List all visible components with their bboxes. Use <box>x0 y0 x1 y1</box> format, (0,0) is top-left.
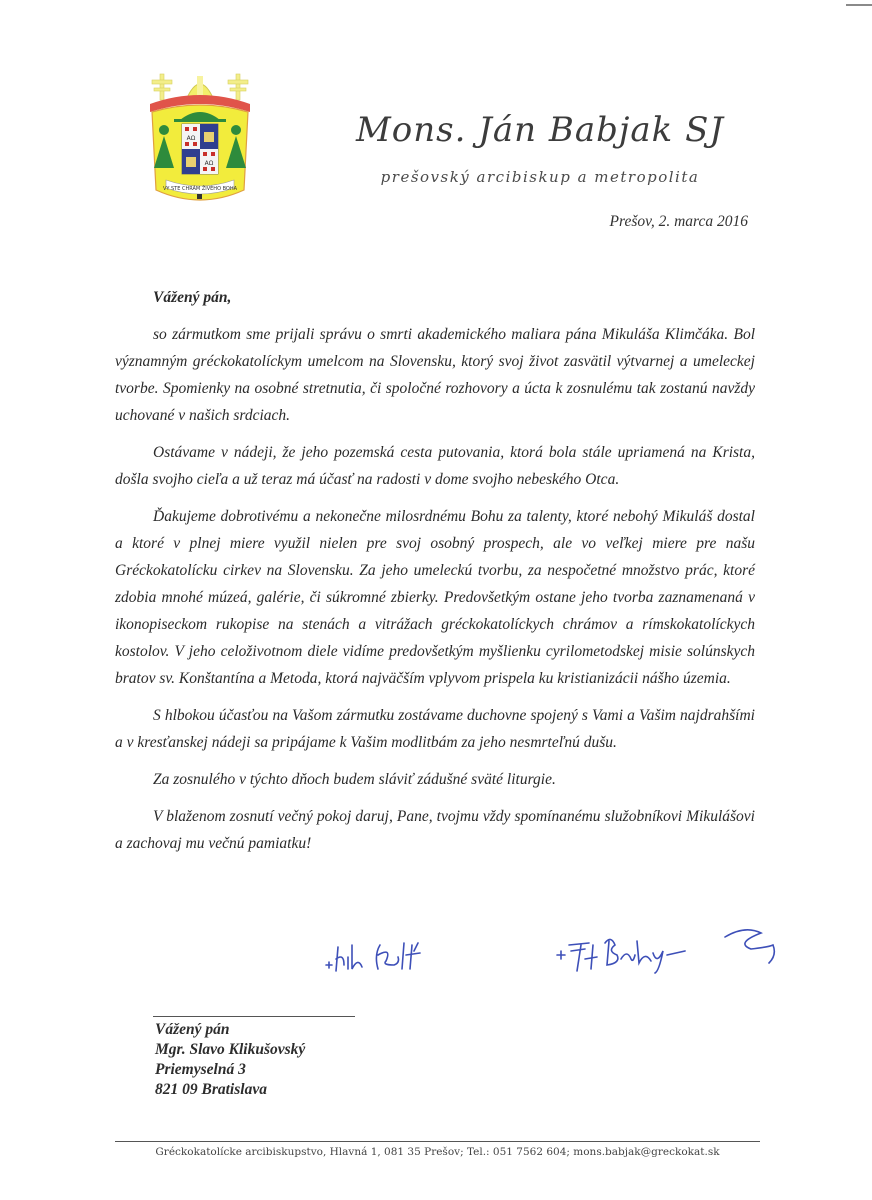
recipient-street: Priemyselná 3 <box>155 1061 246 1078</box>
paragraph: so zármutkom sme prijali správu o smrti akademického maliara pána Mikuláša Klimčáka. Bol významným gréckokatolíckym umelcom na Slovensku, ktorý svoj život zasvätil výtvarnej a umeleckej tvorbe. Spomienky na osobné stretnutia, či spoločné rozhovory a úcta k zosnulému tak zostanú navždy uchované v našich srdciach. <box>115 326 755 424</box>
svg-text:AΩ: AΩ <box>186 135 196 142</box>
signature-left <box>322 935 462 980</box>
paragraph: Ďakujeme dobrotivému a nekonečne milosrdnému Bohu za talenty, ktoré nebohý Mikuláš dostal a ktoré v plnej miere využil nielen pre svoj osobný prospech, ale vo veľkej miere pre našu Gréckokatolícku cirkev na Slovensku. Za jeho umeleckú tvorbu, za nespočetné množstvo prác, ktoré zdobia mnohé múzeá, galérie, či súkromné zbierky. Predovšetkým ostane jeho tvorba zaznamenaná v ikonopiseckom rukopise na stenách a vitrážach gréckokatolíckych chrámov a rímskokatolíckych kostolov. V jeho celoživotnom diele vidíme predovšetkým myšlienku cyrilometodskej misie solúnskych bratov sv. Konštantína a Metoda, ktorá najväčším vplyvom prispela ku kristianizácii nášho územia. <box>115 508 755 687</box>
letterhead-name: Mons. Ján Babjak SJ <box>355 110 724 150</box>
footer-divider <box>115 1141 760 1142</box>
signature-right <box>555 915 780 975</box>
recipient-name: Mgr. Slavo Klikušovský <box>155 1041 306 1058</box>
recipient-line: Vážený pán <box>155 1021 230 1038</box>
paragraph: Za zosnulého v týchto dňoch budem sláviť zádušné sväté liturgie. <box>153 771 556 788</box>
paragraph: S hlbokou účasťou na Vašom zármutku zostávame duchovne spojený s Vami a Vašim najdrahšími a v kresťanskej nádeji sa pripájame k Vašim modlitbám za jeho nesmrteľnú dušu. <box>115 707 755 751</box>
recipient-city: 821 09 Bratislava <box>155 1081 267 1098</box>
letterhead-title: prešovský arcibiskup a metropolita <box>380 168 700 186</box>
svg-text:AΩ: AΩ <box>204 160 214 167</box>
paragraph: V blaženom zosnutí večný pokoj daruj, Pane, tvojmu vždy spomínanému služobníkovi Mikulášovi a zachovaj mu večnú pamiatku! <box>115 808 755 852</box>
footer-contact: Gréckokatolícke arcibiskupstvo, Hlavná 1, 081 35 Prešov; Tel.: 051 7562 604; mons.babjak@greckokat.sk <box>155 1146 720 1158</box>
coat-of-arms-icon <box>140 60 260 210</box>
scan-mark <box>846 4 872 6</box>
recipient-address <box>155 1020 305 1100</box>
svg-text:VY STE CHRÁM ŽIVÉHO BOHA: VY STE CHRÁM ŽIVÉHO BOHA <box>162 186 238 192</box>
signature-divider <box>153 1016 355 1017</box>
letter-body <box>115 284 755 867</box>
salutation: Vážený pán, <box>153 289 232 306</box>
paragraph: Ostávame v nádeji, že jeho pozemská cesta putovania, ktorá bola stále upriamená na Krista, došla svojho cieľa a už teraz má účasť na radosti v dome svojho nebeského Otca. <box>115 444 755 488</box>
letter-date: Prešov, 2. marca 2016 <box>609 213 748 230</box>
